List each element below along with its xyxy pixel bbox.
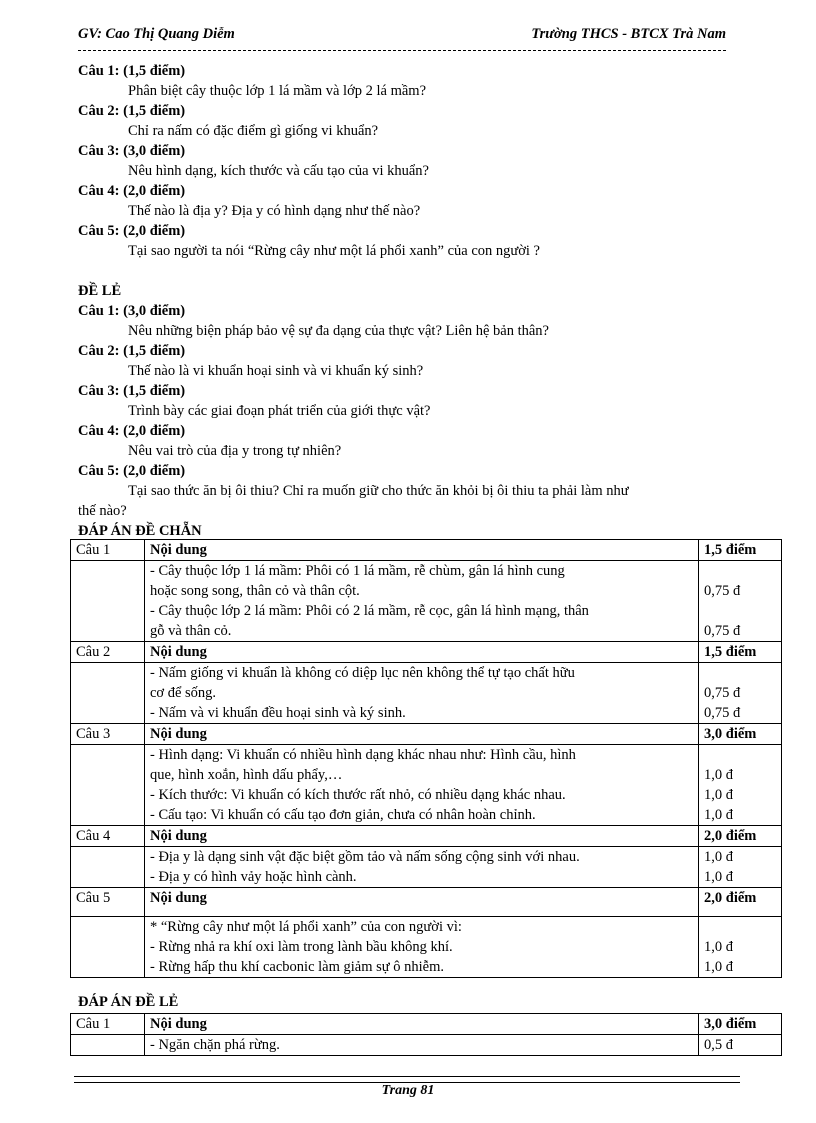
answer-even-title: ĐÁP ÁN ĐỀ CHẴN <box>78 523 202 539</box>
answer-line: - Địa y có hình vảy hoặc hình cành. <box>150 869 357 885</box>
question-text: Tại sao thức ăn bị ôi thiu? Chỉ ra muốn giữ cho thức ăn khỏi bị ôi thiu ta phải làm như <box>128 483 629 499</box>
answer-line: - Cây thuộc lớp 2 lá mầm: Phôi có 2 lá mầm, rễ cọc, gân lá hình mạng, thân <box>150 603 589 619</box>
answer-line: - Cây thuộc lớp 1 lá mầm: Phôi có 1 lá mầm, rễ chùm, gân lá hình cung <box>150 563 565 579</box>
point-value: 1,0 đ <box>704 849 733 865</box>
point-value <box>704 745 776 765</box>
cau-label: Câu 1 <box>71 1014 145 1035</box>
question-text: Thế nào là vi khuẩn hoại sinh và vi khuẩn ký sinh? <box>128 363 424 379</box>
question-title: Câu 2: (1,5 điểm) <box>78 343 186 359</box>
answer-line: - Nấm giống vi khuẩn là không có diệp lục nên không thể tự tạo chất hữu <box>150 665 575 681</box>
cau-label: Câu 5 <box>71 888 145 917</box>
answer-points <box>699 663 782 724</box>
table-row <box>71 724 782 745</box>
answer-odd-title: ĐÁP ÁN ĐỀ LẺ <box>78 994 179 1010</box>
point-value <box>704 917 776 937</box>
answer-line: - Địa y là dạng sinh vật đặc biệt gồm tảo và nấm sống cộng sinh với nhau. <box>150 849 580 865</box>
total-points: 1,5 điểm <box>699 540 782 561</box>
table-row <box>71 847 782 888</box>
answer-line: - Rừng nhả ra khí oxi làm trong lành bầu không khí. <box>150 939 453 955</box>
answer-content <box>145 917 699 978</box>
table-row <box>71 1014 782 1035</box>
header-school: Trường THCS - BTCX Trà Nam <box>531 26 726 42</box>
table-row <box>71 1035 782 1056</box>
answer-even-table <box>70 539 782 978</box>
content-header: Nội dung <box>145 826 699 847</box>
point-value: 1,0 đ <box>704 959 733 975</box>
question-text: Tại sao người ta nói “Rừng cây như một lá phổi xanh” của con người ? <box>128 243 540 259</box>
table-row <box>71 540 782 561</box>
question-title: Câu 1: (3,0 điểm) <box>78 303 186 319</box>
page-number: Trang 81 <box>381 1083 435 1098</box>
answer-content <box>145 663 699 724</box>
point-value: 1,0 đ <box>704 807 733 823</box>
answer-line: cơ để sống. <box>150 685 217 701</box>
answer-content <box>145 745 699 826</box>
question-text: Chỉ ra nấm có đặc điểm gì giống vi khuẩn? <box>128 123 379 139</box>
question-title: Câu 5: (2,0 điểm) <box>78 223 186 239</box>
point-value <box>704 663 776 683</box>
total-points: 2,0 điểm <box>699 888 782 917</box>
answer-line: - Nấm và vi khuẩn đều hoại sinh và ký sinh. <box>150 705 406 721</box>
total-points: 3,0 điểm <box>699 724 782 745</box>
cau-label: Câu 4 <box>71 826 145 847</box>
point-value: 0,75 đ <box>704 623 741 639</box>
cau-label: Câu 3 <box>71 724 145 745</box>
content-header: Nội dung <box>145 540 699 561</box>
total-points: 3,0 điểm <box>699 1014 782 1035</box>
odd-questions <box>78 281 758 541</box>
point-value: 1,0 đ <box>704 869 733 885</box>
answer-line: hoặc song song, thân cỏ và thân cột. <box>150 583 360 599</box>
answer-points <box>699 917 782 978</box>
answer-points <box>699 561 782 642</box>
total-points: 2,0 điểm <box>699 826 782 847</box>
content-header: Nội dung <box>145 1014 699 1035</box>
answer-line: * “Rừng cây như một lá phổi xanh” của con người vì: <box>150 919 462 935</box>
answer-points <box>699 847 782 888</box>
point-value: 0,75 đ <box>704 705 741 721</box>
answer-line: - Ngăn chặn phá rừng. <box>145 1035 699 1056</box>
point-value <box>704 601 776 621</box>
point-value: 0,75 đ <box>704 685 741 701</box>
point-value: 0,75 đ <box>704 583 741 599</box>
table-row <box>71 826 782 847</box>
header-divider <box>78 50 726 51</box>
point-value: 1,0 đ <box>704 939 733 955</box>
point-value <box>704 561 776 581</box>
answer-points <box>699 745 782 826</box>
header-teacher: GV: Cao Thị Quang Diễm <box>78 26 235 42</box>
table-row <box>71 663 782 724</box>
table-row <box>71 917 782 978</box>
content-header: Nội dung <box>145 642 699 663</box>
odd-exam-title: ĐỀ LẺ <box>78 283 122 299</box>
question-title: Câu 3: (3,0 điểm) <box>78 143 186 159</box>
page-header <box>78 26 726 44</box>
question-text: Phân biệt cây thuộc lớp 1 lá mầm và lớp 2 lá mầm? <box>128 83 427 99</box>
answer-line: - Rừng hấp thu khí cacbonic làm giảm sự ô nhiễm. <box>150 959 444 975</box>
cau-label: Câu 1 <box>71 540 145 561</box>
footer-divider <box>74 1076 740 1083</box>
question-title: Câu 1: (1,5 điểm) <box>78 63 186 79</box>
question-text: Nêu hình dạng, kích thước và cấu tạo của vi khuẩn? <box>128 163 429 179</box>
table-row <box>71 642 782 663</box>
question-text-continued: thế nào? <box>78 503 127 519</box>
total-points: 1,5 điểm <box>699 642 782 663</box>
question-title: Câu 3: (1,5 điểm) <box>78 383 186 399</box>
answer-odd-table <box>70 1013 782 1056</box>
question-text: Trình bày các giai đoạn phát triển của giới thực vật? <box>128 403 431 419</box>
answer-line: - Kích thước: Vi khuẩn có kích thước rất nhỏ, có nhiều dạng khác nhau. <box>150 787 566 803</box>
point-value: 1,0 đ <box>704 787 733 803</box>
question-text: Nêu vai trò của địa y trong tự nhiên? <box>128 443 342 459</box>
cau-label: Câu 2 <box>71 642 145 663</box>
answer-line: - Hình dạng: Vi khuẩn có nhiều hình dạng khác nhau như: Hình cầu, hình <box>150 747 576 763</box>
question-title: Câu 2: (1,5 điểm) <box>78 103 186 119</box>
answer-content <box>145 847 699 888</box>
question-text: Thế nào là địa y? Địa y có hình dạng như thế nào? <box>128 203 421 219</box>
answer-line: que, hình xoắn, hình dấu phẩy,… <box>150 767 343 783</box>
table-row <box>71 561 782 642</box>
question-title: Câu 4: (2,0 điểm) <box>78 423 186 439</box>
content-header: Nội dung <box>145 724 699 745</box>
point-value: 1,0 đ <box>704 767 733 783</box>
question-title: Câu 5: (2,0 điểm) <box>78 463 186 479</box>
answer-line: - Cấu tạo: Vi khuẩn có cấu tạo đơn giản, chưa có nhân hoàn chỉnh. <box>150 807 536 823</box>
content-header: Nội dung <box>145 888 699 917</box>
point-value: 0,5 đ <box>699 1035 782 1056</box>
table-row <box>71 745 782 826</box>
answer-odd-heading <box>78 992 758 1012</box>
even-questions <box>78 61 758 261</box>
question-text: Nêu những biện pháp bảo vệ sự đa dạng của thực vật? Liên hệ bản thân? <box>128 323 549 339</box>
question-title: Câu 4: (2,0 điểm) <box>78 183 186 199</box>
table-row <box>71 888 782 917</box>
answer-line: gỗ và thân cỏ. <box>150 623 232 639</box>
answer-content <box>145 561 699 642</box>
